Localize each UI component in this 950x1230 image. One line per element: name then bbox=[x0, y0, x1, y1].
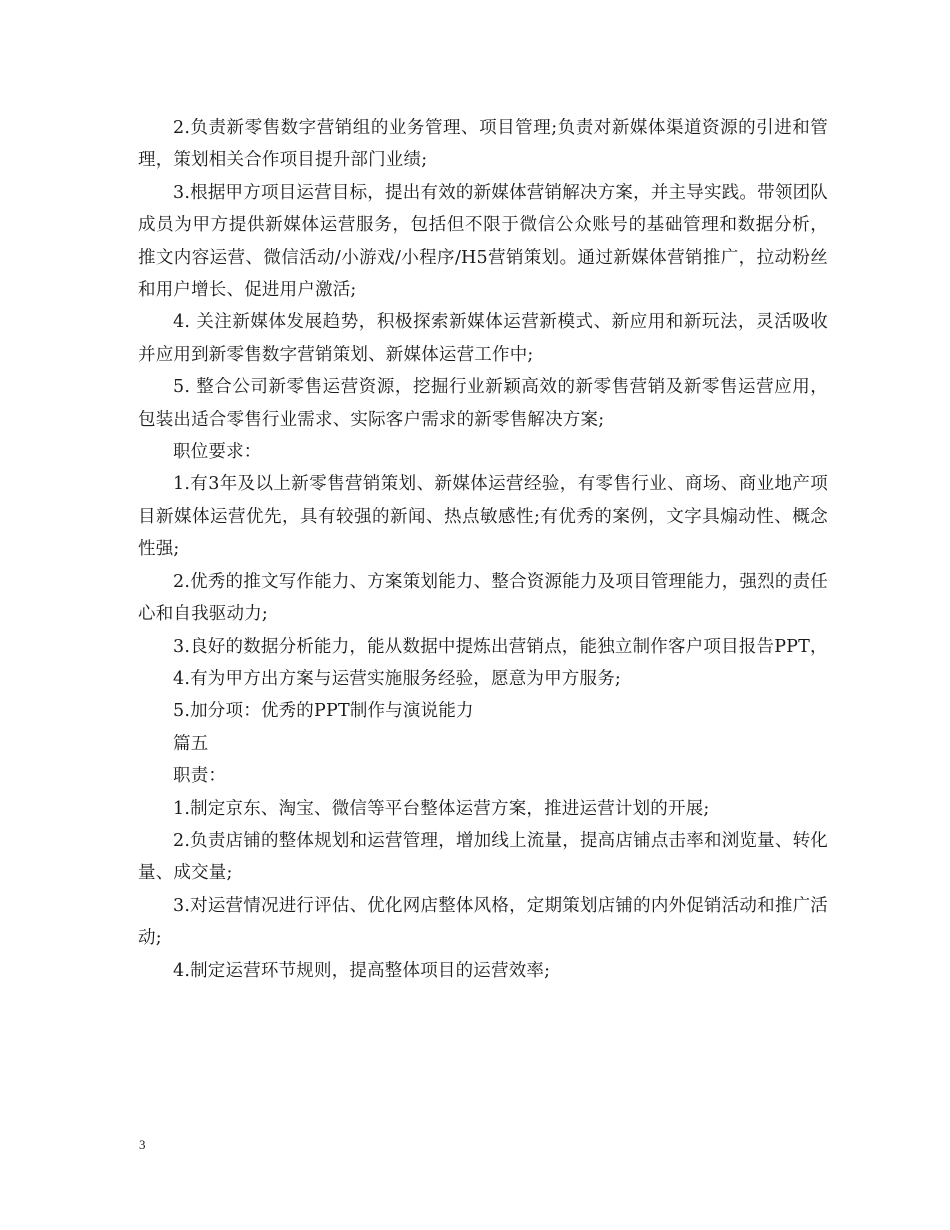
requirement-item-5: 5.加分项：优秀的PPT制作与演说能力 bbox=[173, 701, 474, 722]
section-heading-requirements: 职位要求： bbox=[173, 442, 262, 463]
duty-item-2: 2.负责店铺的整体规划和运营管理，增加线上流量，提高店铺点击率和浏览量、转化量、成交量; bbox=[138, 830, 828, 884]
document-body bbox=[138, 112, 828, 987]
paragraph-item-4-duties: 4. 关注新媒体发展趋势，积极探索新媒体运营新模式、新应用和新玩法，灵活吸收并应用到新零售数字营销策划、新媒体运营工作中; bbox=[138, 312, 828, 365]
section-heading-duties: 职责： bbox=[173, 766, 227, 787]
requirement-item-2: 2.优秀的推文写作能力、方案策划能力、整合资源能力及项目管理能力，强烈的责任心和自我驱动力; bbox=[138, 571, 828, 625]
duty-item-4: 4.制定运营环节规则，提高整体项目的运营效率; bbox=[173, 960, 551, 981]
requirement-item-4: 4.有为甲方出方案与运营实施服务经验，愿意为甲方服务; bbox=[173, 668, 621, 689]
requirement-item-3: 3.良好的数据分析能力，能从数据中提炼出营销点，能独立制作客户项目报告PPT， bbox=[173, 636, 828, 657]
duty-item-1: 1.制定京东、淘宝、微信等平台整体运营方案，推进运营计划的开展; bbox=[173, 798, 710, 819]
requirement-item-1: 1.有3年及以上新零售营销策划、新媒体运营经验，有零售行业、商场、商业地产项目新媒体运营优先，具有较强的新闻、热点敏感性;有优秀的案例，文字具煽动性、概念性强; bbox=[138, 474, 828, 560]
paragraph-item-5-duties: 5. 整合公司新零售运营资源，挖掘行业新颖高效的新零售营销及新零售运营应用，包装出适合零售行业需求、实际客户需求的新零售解决方案; bbox=[138, 377, 828, 430]
paragraph-item-3-duties: 3.根据甲方项目运营目标，提出有效的新媒体营销解决方案，并主导实践。带领团队成员为甲方提供新媒体运营服务，包括但不限于微信公众账号的基础管理和数据分析，推文内容运营、微信活动/小游戏/小程序/H5营销策划。通过新媒体营销推广，拉动粉丝和用户增长、促进用户激活; bbox=[138, 182, 828, 301]
section-heading-part-five: 篇五 bbox=[173, 733, 209, 754]
paragraph-item-2-duties: 2.负责新零售数字营销组的业务管理、项目管理;负责对新媒体渠道资源的引进和管理，策划相关合作项目提升部门业绩; bbox=[138, 118, 828, 171]
duty-item-3: 3.对运营情况进行评估、优化网店整体风格，定期策划店铺的内外促销活动和推广活动; bbox=[138, 895, 828, 949]
page-number: 3 bbox=[139, 1137, 146, 1152]
